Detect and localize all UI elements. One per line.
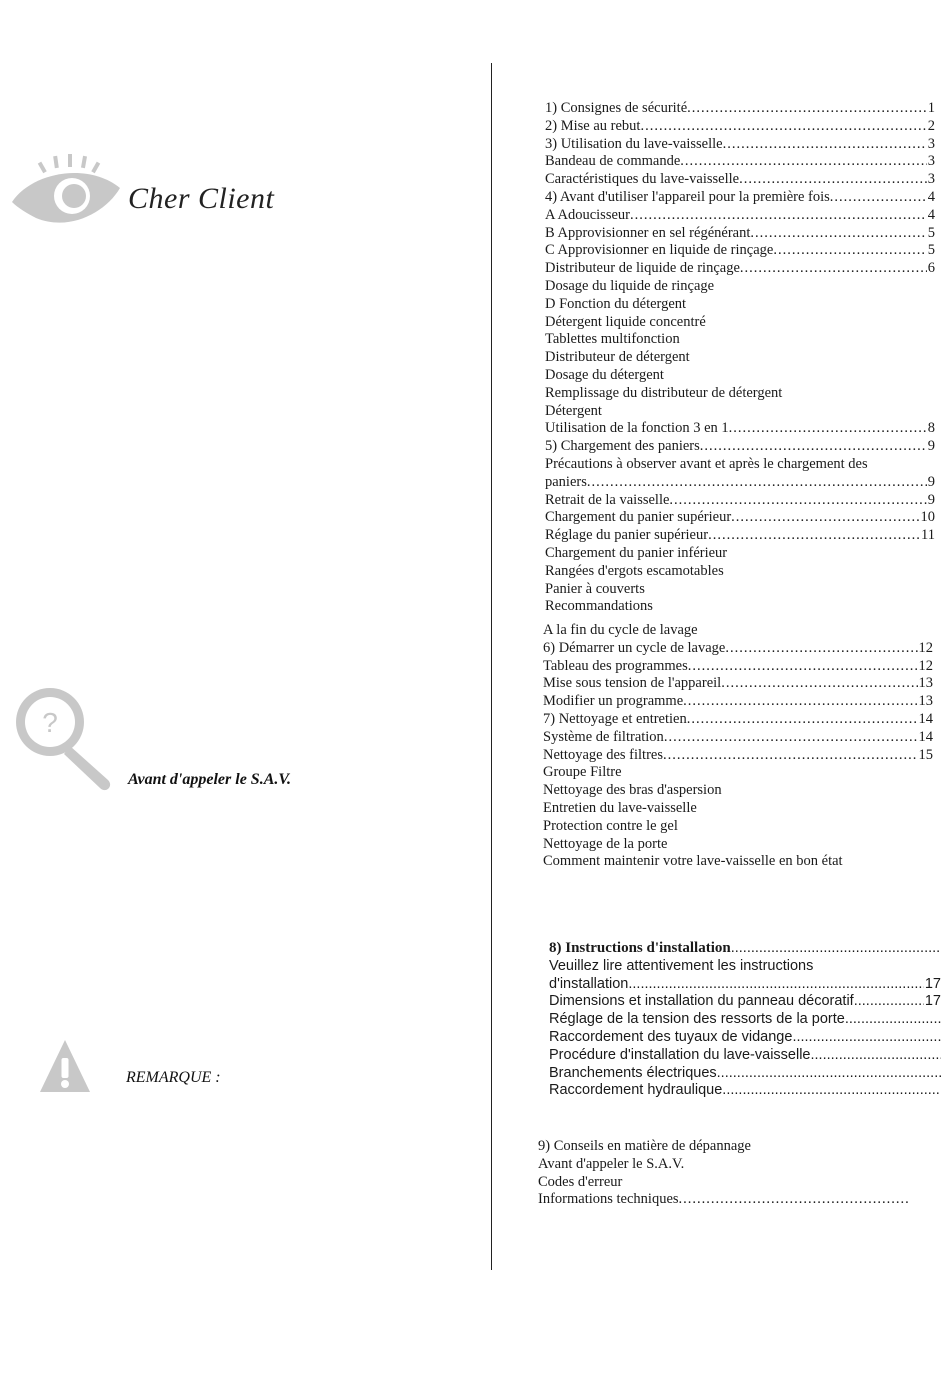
toc-entry[interactable] [545, 296, 935, 314]
leader-dots [731, 509, 919, 527]
toc-entry-page: 12 [918, 639, 933, 656]
magnifier-question-icon [12, 684, 116, 792]
leader-dots [750, 225, 926, 243]
toc-entry[interactable] [538, 1191, 910, 1209]
leader-dots [628, 976, 924, 994]
toc-entry[interactable] [545, 100, 935, 118]
toc-entry-text: B Approvisionner en sel régénérant [545, 224, 751, 241]
toc-entry[interactable] [545, 474, 935, 492]
toc-entry-page: 12 [918, 657, 933, 674]
toc-entry-text: 6) Démarrer un cycle de lavage [543, 639, 726, 656]
toc-entry[interactable] [545, 420, 935, 438]
toc-entry[interactable] [543, 675, 933, 693]
toc-entry-text: Tablettes multifonction [545, 331, 680, 348]
toc-entry[interactable] [543, 711, 933, 729]
toc-entry-text: Réglage de la tension des ressorts de la porte [549, 1011, 845, 1028]
toc-entry-text: 7) Nettoyage et entretien [543, 710, 687, 727]
leader-dots [739, 171, 927, 189]
toc-entry[interactable] [549, 1011, 941, 1029]
toc-entry-text: Raccordement des tuyaux de vidange [549, 1028, 793, 1045]
before-calling-title: Avant d'appeler le S.A.V. [128, 771, 291, 788]
toc-entry-page: 3 [927, 171, 935, 188]
toc-entry-text: Chargement du panier supérieur [545, 509, 732, 526]
toc-entry-text: Dosage du liquide de rinçage [545, 277, 715, 294]
leader-dots [725, 640, 917, 658]
toc-entry-text: Distributeur de détergent [545, 349, 690, 366]
warning-icon [38, 1038, 92, 1094]
toc-entry-text: d'installation [549, 975, 629, 992]
toc-entry[interactable] [543, 693, 933, 711]
toc-heading-text: 8) Instructions d'installation [549, 940, 731, 956]
toc-entry-text: 4) Avant d'utiliser l'appareil pour la première fois [545, 188, 830, 205]
column-divider [491, 63, 492, 1270]
toc-entry[interactable] [545, 563, 935, 581]
leader-dots [723, 136, 927, 154]
toc-entry[interactable] [545, 527, 935, 545]
toc-entry-text: Protection contre le gel [543, 817, 678, 834]
toc-entry-text: Détergent liquide concentré [545, 313, 706, 330]
toc-entry-text: Entretien du lave-vaisselle [543, 799, 697, 816]
toc-entry[interactable] [538, 1156, 910, 1174]
toc-entry-page: 9 [927, 473, 935, 490]
toc-entry-text: Informations techniques [538, 1191, 679, 1208]
toc-entry-page: 9 [927, 491, 935, 508]
leader-dots [630, 207, 927, 225]
toc-entry-page: 17 [924, 993, 941, 1010]
toc-entry[interactable] [545, 314, 935, 332]
toc-entry-text: A la fin du cycle de lavage [543, 622, 698, 638]
toc-entry[interactable] [549, 993, 941, 1011]
toc-heading [549, 940, 941, 958]
toc-entry[interactable] [545, 598, 935, 616]
toc-entry[interactable] [545, 456, 935, 474]
toc-entry[interactable] [543, 729, 933, 747]
toc-entry[interactable] [549, 1047, 941, 1065]
note-label: REMARQUE : [126, 1069, 221, 1086]
toc-entry-page: 10 [920, 509, 935, 526]
toc-section-1 [545, 100, 935, 616]
toc-entry[interactable] [545, 403, 935, 421]
toc-entry[interactable] [545, 385, 935, 403]
toc-entry-page: 8 [927, 420, 935, 437]
leader-dots [663, 747, 918, 765]
toc-entry-text: paniers [545, 473, 587, 490]
toc-entry[interactable] [545, 581, 935, 599]
toc-entry-page: 15 [918, 746, 933, 763]
toc-entry[interactable] [545, 136, 935, 154]
toc-entry[interactable] [543, 622, 933, 640]
leader-dots [811, 1047, 942, 1065]
leader-dots [722, 1082, 941, 1100]
toc-entry-text: Panier à couverts [545, 580, 645, 597]
leader-dots [688, 658, 918, 676]
toc-entry[interactable] [543, 658, 933, 676]
toc-entry-page: 14 [918, 710, 933, 727]
toc-entry-text: Recommandations [545, 598, 653, 615]
toc-entry[interactable] [545, 153, 935, 171]
toc-entry-text: Nettoyage de la porte [543, 835, 668, 852]
toc-entry-text: Rangées d'ergots escamotables [545, 562, 724, 579]
leader-dots [680, 153, 926, 171]
toc-entry-page: 14 [918, 728, 933, 745]
toc-entry-text: Nettoyage des bras d'aspersion [543, 782, 722, 799]
toc-entry-text: Veuillez lire attentivement les instructions [549, 957, 814, 974]
toc-entry[interactable] [543, 800, 933, 818]
toc-entry[interactable] [545, 118, 935, 136]
toc-entry-text: Détergent [545, 402, 602, 419]
toc-entry-text: 3) Utilisation du lave-vaisselle [545, 135, 723, 152]
eye-icon [10, 152, 122, 228]
leader-dots [854, 993, 924, 1011]
toc-entry[interactable] [543, 747, 933, 765]
leader-dots [729, 420, 927, 438]
toc-section-troubleshooting [538, 1138, 910, 1209]
toc-entry[interactable] [545, 189, 935, 207]
leader-dots [700, 438, 927, 456]
toc-entry-text: Système de filtration [543, 728, 664, 745]
leader-dots [845, 1011, 941, 1029]
toc-entry-text: A Adoucisseur [545, 206, 630, 223]
leader-dots [717, 1065, 941, 1083]
leader-dots [683, 693, 917, 711]
toc-entry-text: Remplissage du distributeur de détergent [545, 384, 783, 401]
leader-dots [721, 675, 917, 693]
toc-entry-text: Avant d'appeler le S.A.V. [538, 1155, 685, 1172]
toc-entry[interactable] [545, 242, 935, 260]
svg-text:?: ? [42, 707, 58, 738]
toc-entry-text: C Approvisionner en liquide de rinçage [545, 242, 774, 259]
toc-entry-page: 13 [918, 675, 933, 692]
leader-dots [679, 1191, 910, 1209]
leader-dots [830, 189, 927, 207]
toc-entry[interactable] [549, 1029, 941, 1047]
toc-entry-page: 4 [927, 206, 935, 223]
toc-entry-text: Groupe Filtre [543, 764, 622, 781]
toc-entry-text: 2) Mise au rebut [545, 117, 641, 134]
toc-entry[interactable] [543, 818, 933, 836]
toc-entry-text: Tableau des programmes [543, 657, 688, 674]
toc-entry[interactable] [549, 1082, 941, 1100]
toc-entry[interactable] [545, 349, 935, 367]
toc-entry-text: Codes d'erreur [538, 1173, 623, 1190]
toc-entry-text: Branchements électriques [549, 1064, 717, 1081]
toc-entry[interactable] [545, 207, 935, 225]
toc-entry-page: 3 [927, 153, 935, 170]
toc-entry[interactable] [549, 958, 941, 976]
toc-entry-text: Modifier un programme [543, 693, 684, 710]
leader-dots [669, 492, 926, 510]
toc-entry[interactable] [545, 438, 935, 456]
leader-dots [587, 474, 927, 492]
toc-entry[interactable] [549, 976, 941, 994]
toc-entry[interactable] [543, 853, 933, 871]
leader-dots [731, 940, 941, 958]
toc-entry-page: 6 [927, 260, 935, 277]
toc-entry-text: 9) Conseils en matière de dépannage [538, 1138, 751, 1154]
toc-entry-page: 4 [927, 188, 935, 205]
toc-entry-text: Retrait de la vaisselle [545, 491, 670, 508]
toc-entry-text: Nettoyage des filtres [543, 746, 663, 763]
toc-entry[interactable] [543, 764, 933, 782]
toc-entry[interactable] [545, 367, 935, 385]
toc-entry-text: Raccordement hydraulique [549, 1082, 723, 1099]
toc-entry-page: 11 [921, 527, 935, 544]
toc-entry-text: Dosage du détergent [545, 366, 664, 383]
toc-entry-text: Mise sous tension de l'appareil [543, 675, 722, 692]
toc-entry-text: Bandeau de commande [545, 153, 681, 170]
toc-entry[interactable] [538, 1174, 910, 1192]
toc-entry-text: Chargement du panier inférieur [545, 544, 728, 561]
toc-entry[interactable] [545, 278, 935, 296]
leader-dots [792, 1029, 941, 1047]
toc-entry-text: Utilisation de la fonction 3 en 1 [545, 420, 729, 437]
toc-entry[interactable] [549, 1065, 941, 1083]
toc-entry[interactable] [545, 545, 935, 563]
toc-entry[interactable] [545, 225, 935, 243]
toc-entry-page: 1 [927, 100, 935, 116]
toc-entry-text: Distributeur de liquide de rinçage [545, 260, 740, 277]
greeting-title: Cher Client [128, 182, 275, 215]
toc-entry[interactable] [543, 782, 933, 800]
toc-entry-text: Comment maintenir votre lave-vaisselle en bon état [543, 853, 843, 870]
toc-entry-page: 2 [927, 117, 935, 134]
toc-entry-page: 9 [927, 438, 935, 455]
toc-entry-page: 17 [924, 975, 941, 992]
leader-dots [640, 118, 926, 136]
toc-entry-page: 13 [918, 693, 933, 710]
toc-entry-page: 5 [927, 242, 935, 259]
leader-dots [740, 260, 927, 278]
leader-dots [687, 100, 927, 118]
leader-dots [708, 527, 920, 545]
toc-entry-page: 5 [927, 224, 935, 241]
toc-entry-text: 5) Chargement des paniers [545, 438, 700, 455]
toc-entry-text: Précautions à observer avant et après le chargement des [545, 455, 868, 472]
toc-entry[interactable] [545, 331, 935, 349]
toc-entry-text: D Fonction du détergent [545, 295, 687, 312]
toc-entry[interactable] [545, 260, 935, 278]
toc-entry[interactable] [545, 509, 935, 527]
toc-section-2 [543, 622, 933, 871]
toc-entry[interactable] [543, 836, 933, 854]
toc-entry-text: Dimensions et installation du panneau décoratif [549, 993, 854, 1010]
toc-entry-page: 3 [927, 135, 935, 152]
leader-dots [773, 242, 926, 260]
toc-entry[interactable] [538, 1138, 910, 1156]
toc-entry-text: Réglage du panier supérieur [545, 527, 709, 544]
toc-section-installation [549, 940, 941, 1100]
toc-entry[interactable] [545, 171, 935, 189]
toc-entry-text: Procédure d'installation du lave-vaisselle [549, 1046, 811, 1063]
toc-entry-text: 1) Consignes de sécurité [545, 100, 688, 116]
toc-entry[interactable] [543, 640, 933, 658]
leader-dots [664, 729, 918, 747]
toc-entry-text: Caractéristiques du lave-vaisselle [545, 171, 740, 188]
leader-dots [687, 711, 918, 729]
toc-entry[interactable] [545, 492, 935, 510]
